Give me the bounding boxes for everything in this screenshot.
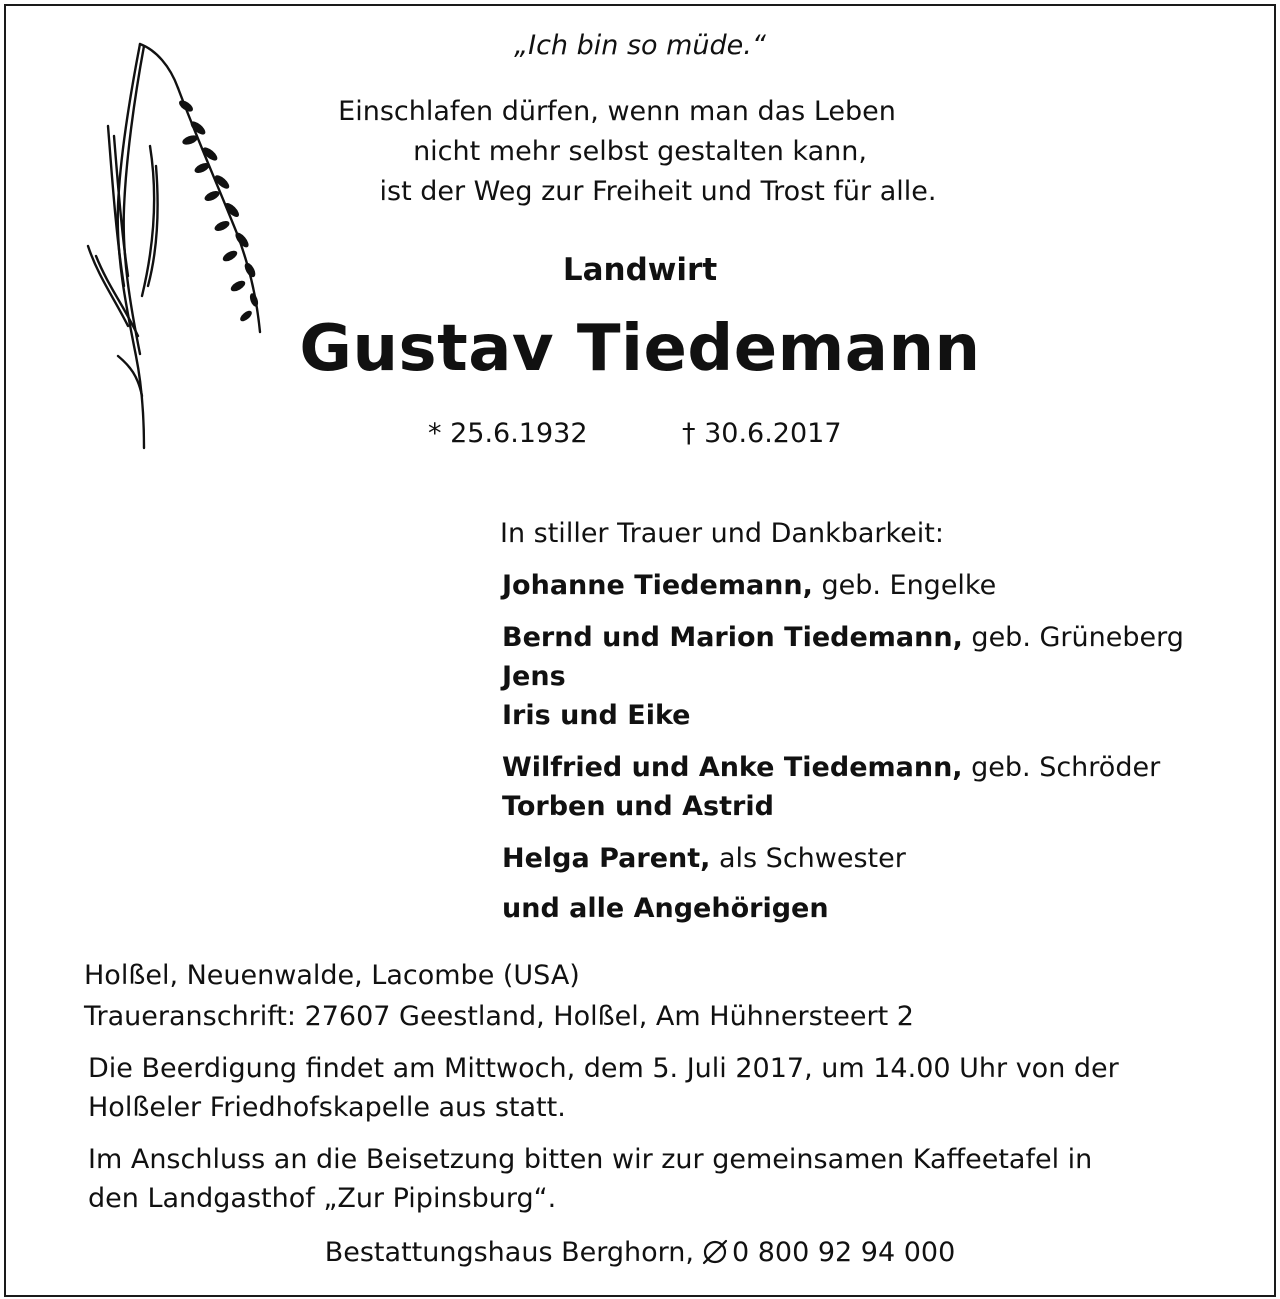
death-date: † 30.6.2017 <box>682 418 842 449</box>
mourner-line: Iris und Eike <box>502 700 691 731</box>
mourners-intro: In stiller Trauer und Dankbarkeit: <box>500 518 944 549</box>
poem-line-3: ist der Weg zur Freiheit und Trost für alle. <box>379 176 937 207</box>
mourner-line: Helga Parent, als Schwester <box>502 843 906 874</box>
mourning-address: Traueranschrift: 27607 Geestland, Holßel, Am Hühnersteert 2 <box>84 1001 914 1032</box>
mourner-line: Bernd und Marion Tiedemann, geb. Grüneberg <box>502 622 1184 653</box>
poem-line-2: nicht mehr selbst gestalten kann, <box>413 136 867 167</box>
motto: „Ich bin so müde.“ <box>514 30 766 61</box>
mourner-line: Wilfried und Anke Tiedemann, geb. Schröder <box>502 752 1161 783</box>
deceased-name: Gustav Tiedemann <box>299 312 981 386</box>
poem-line-1: Einschlafen dürfen, wenn man das Leben <box>338 96 896 127</box>
mourner-line: und alle Angehörigen <box>502 893 829 924</box>
occupation: Landwirt <box>562 252 718 288</box>
undertaker-line <box>0 1237 1280 1268</box>
funeral-line-2: Holßeler Friedhofskapelle aus statt. <box>88 1092 566 1123</box>
funeral-line-1: Die Beerdigung findet am Mittwoch, dem 5. Juli 2017, um 14.00 Uhr von der <box>88 1053 1119 1084</box>
undertaker-name: Bestattungshaus Berghorn, <box>324 1237 694 1268</box>
reception-line-2: den Landgasthof „Zur Pipinsburg“. <box>88 1183 557 1214</box>
mourner-line: Jens <box>502 661 566 692</box>
reception-line-1: Im Anschluss an die Beisetzung bitten wir zur gemeinsamen Kaffeetafel in <box>88 1144 1093 1175</box>
mourner-line: Johanne Tiedemann, geb. Engelke <box>502 570 997 601</box>
mourner-line: Torben und Astrid <box>502 791 774 822</box>
birth-date: * 25.6.1932 <box>428 418 588 449</box>
phone-number: 0 800 92 94 000 <box>731 1237 956 1268</box>
places: Holßel, Neuenwalde, Lacombe (USA) <box>84 960 580 991</box>
phone-icon <box>700 1239 730 1265</box>
